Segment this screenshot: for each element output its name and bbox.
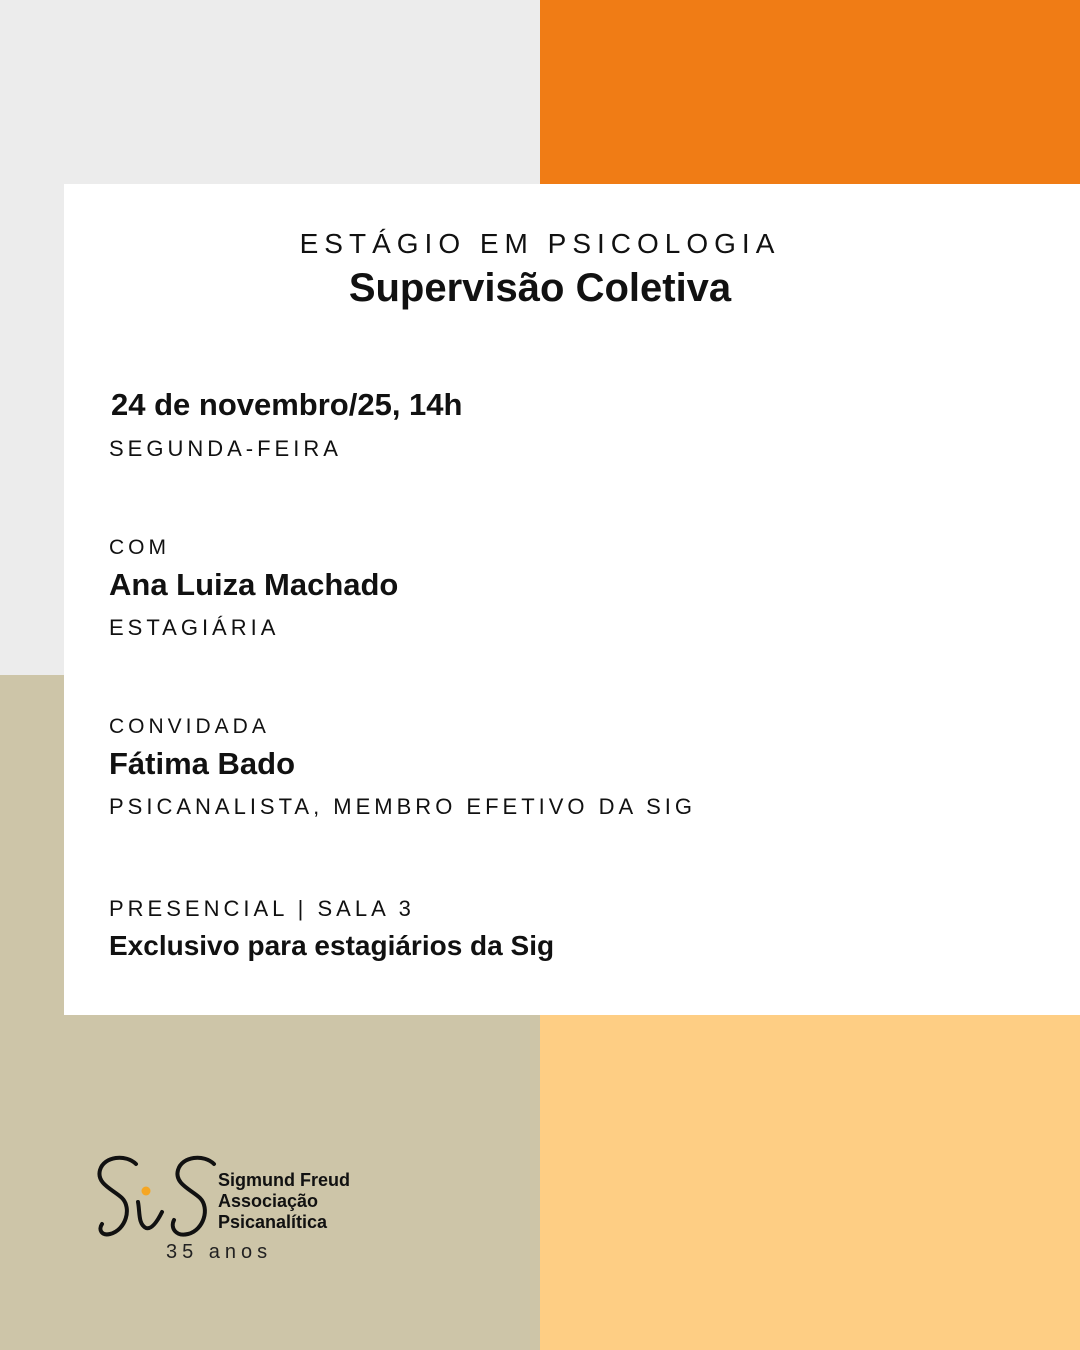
venue-mode: PRESENCIAL | SALA 3 [109,896,415,921]
event-date: 24 de novembro/25, 14h [111,387,463,422]
host-label: COM [109,536,170,559]
logo-line-1: Sigmund Freud [218,1170,350,1190]
guest-role: PSICANALISTA, MEMBRO EFETIVO DA SIG [109,794,697,819]
guest-name: Fátima Bado [109,746,296,781]
event-title: Supervisão Coletiva [348,266,732,310]
event-category: ESTÁGIO EM PSICOLOGIA [299,228,781,259]
logo-line-3: Psicanalítica [218,1212,328,1232]
logo-anniversary: 35 anos [166,1241,273,1263]
guest-label: CONVIDADA [109,715,270,738]
sig-logo [96,1150,356,1270]
host-role: ESTAGIÁRIA [109,615,280,640]
logo-wordmark [218,1170,350,1233]
event-weekday: SEGUNDA-FEIRA [109,436,342,461]
sig-monogram-icon [96,1150,221,1245]
venue-note: Exclusivo para estagiários da Sig [109,930,555,961]
logo-line-2: Associação [218,1191,319,1211]
host-name: Ana Luiza Machado [109,567,399,602]
